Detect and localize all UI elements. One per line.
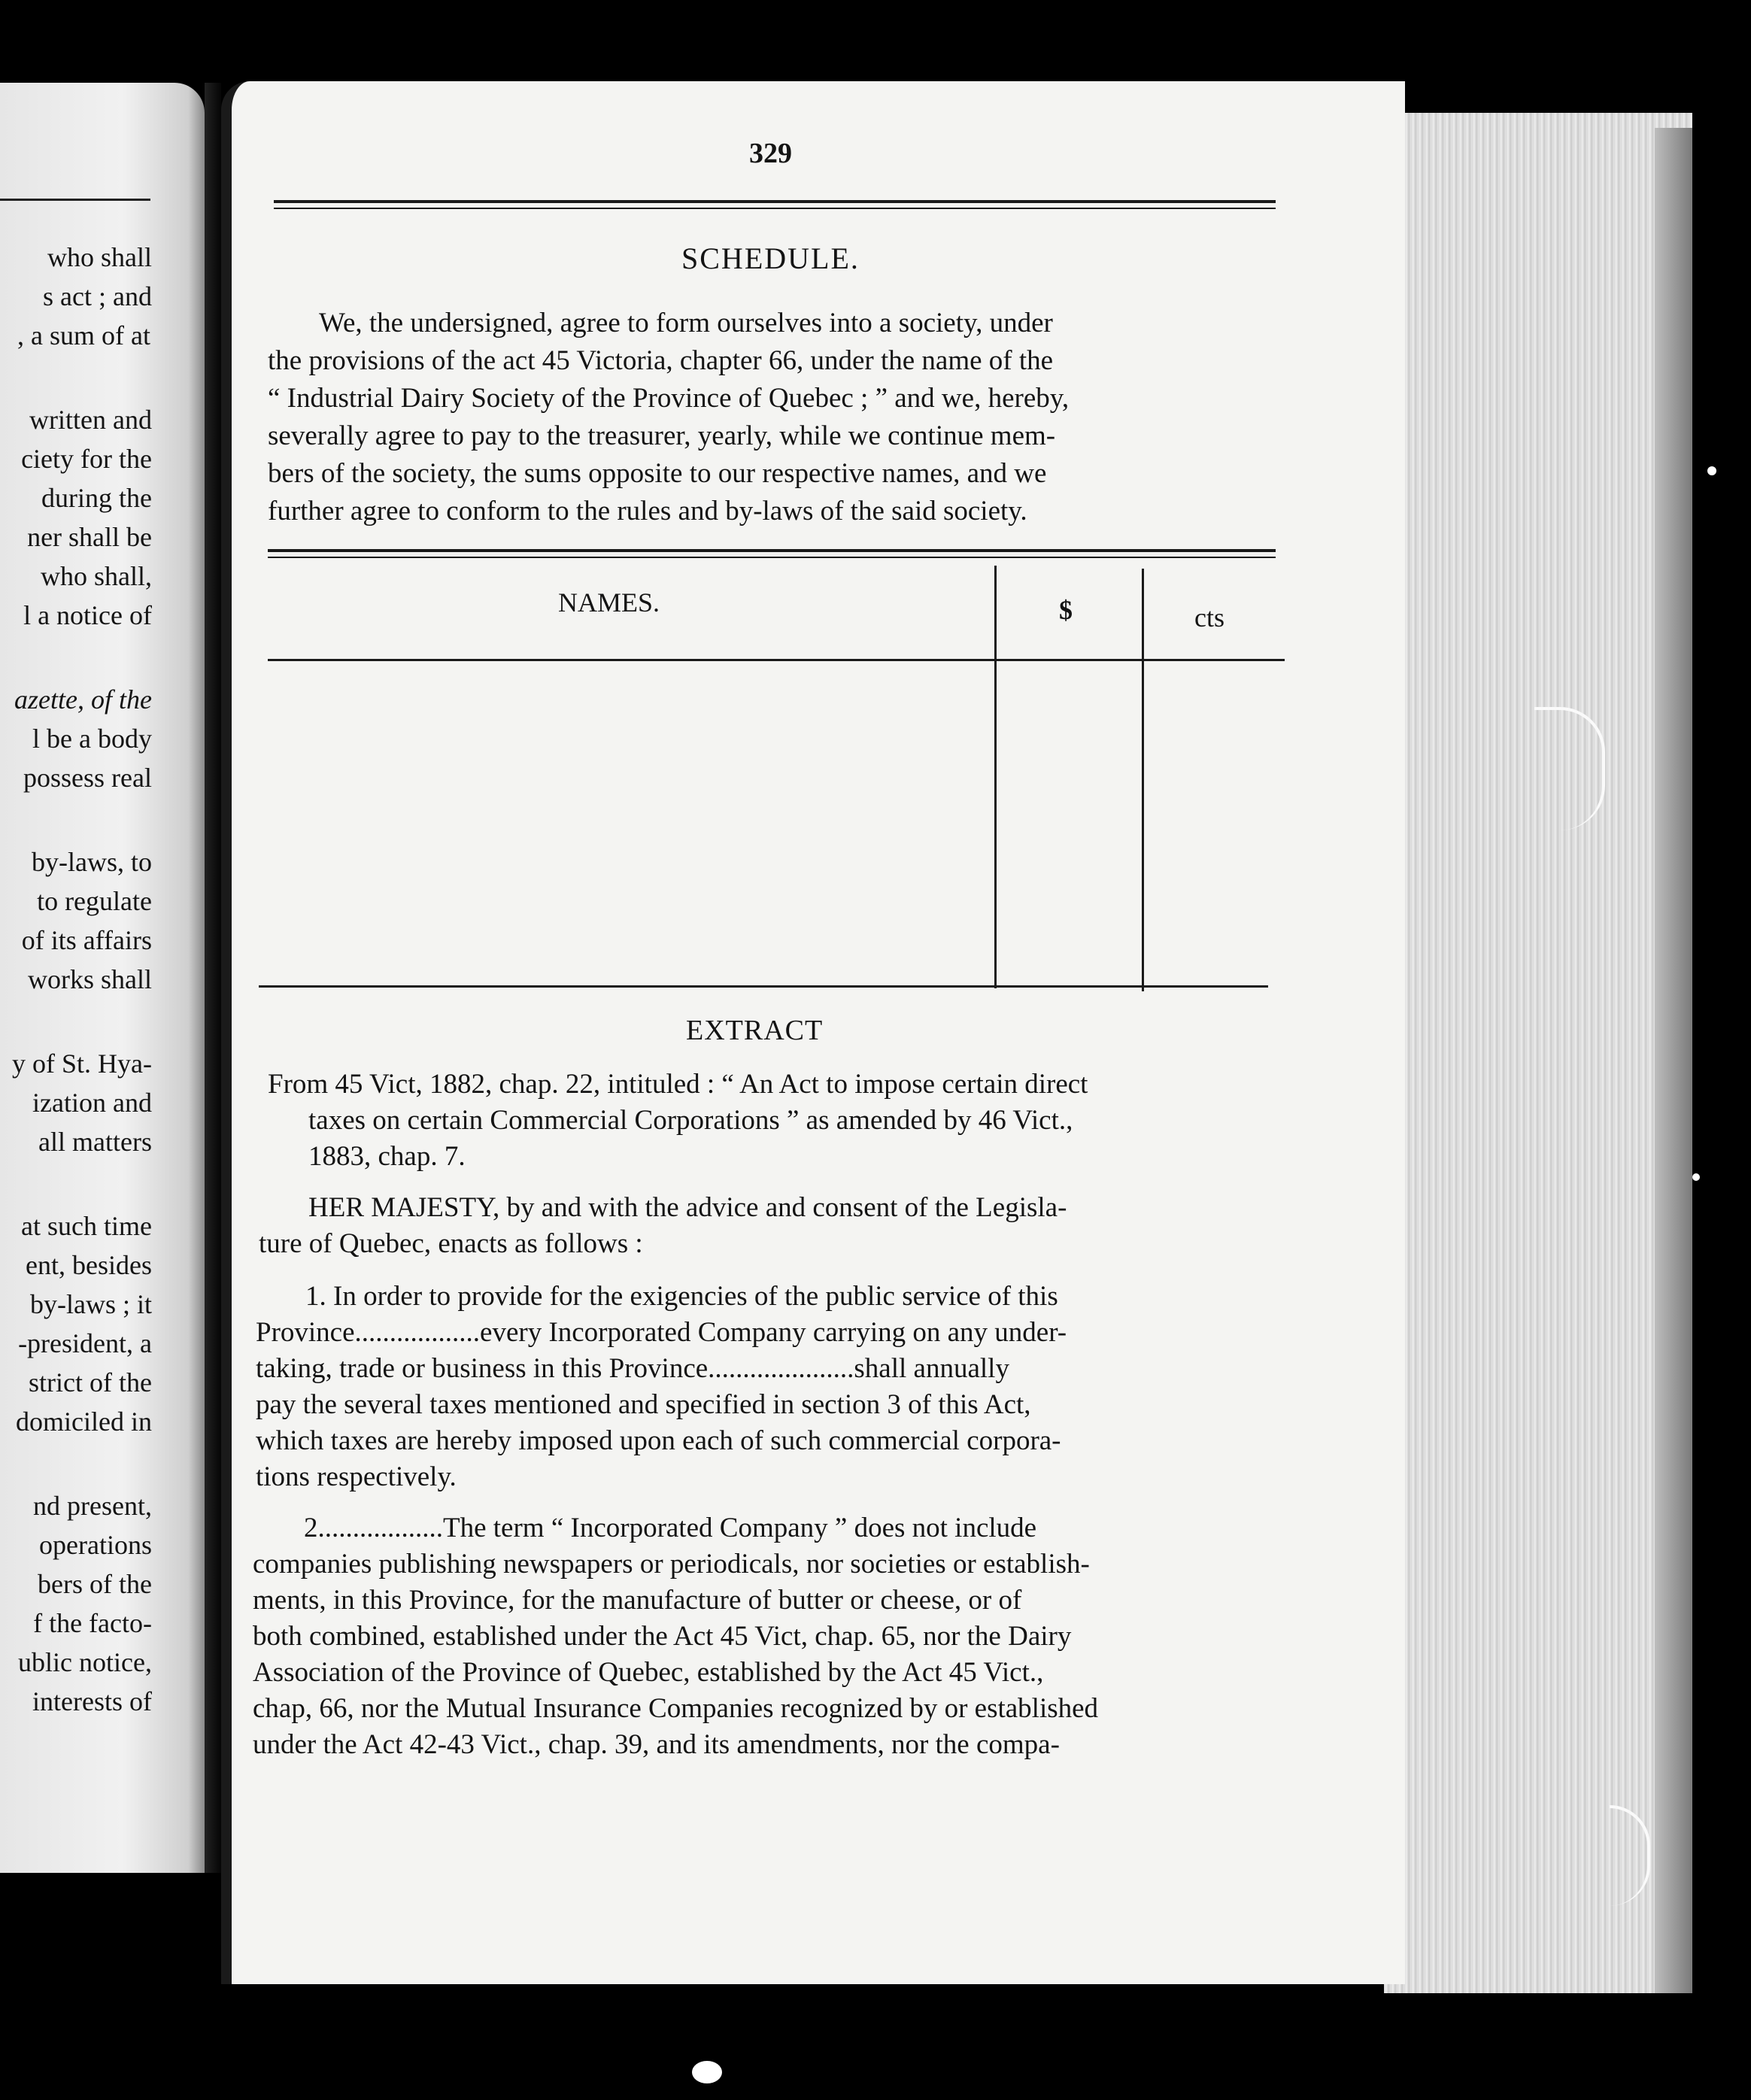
left-line: who shall <box>47 242 152 272</box>
left-line: l be a body <box>32 724 152 754</box>
book-edge-shadow <box>1655 128 1692 1993</box>
left-line: azette, of the <box>14 684 152 715</box>
extract-title: EXTRACT <box>686 1015 824 1046</box>
extract-line: 1. In order to provide for the exigencies of the public service of this <box>305 1281 1058 1312</box>
table-top-rule <box>268 549 1276 552</box>
table-header-names: NAMES. <box>558 587 660 618</box>
header-rule-thin <box>274 208 1276 209</box>
left-line: by-laws ; it <box>30 1289 152 1319</box>
left-line: works shall <box>28 964 152 994</box>
schedule-title: SCHEDULE. <box>681 241 860 275</box>
table-header-dollars: $ <box>1059 595 1073 625</box>
left-line: , a sum of at <box>17 320 150 351</box>
film-scratch <box>1534 707 1605 830</box>
extract-line: taking, trade or business in this Province.....................shall annually <box>256 1353 1009 1384</box>
extract-line: which taxes are hereby imposed upon each of such commercial corpora- <box>256 1425 1061 1456</box>
table-divider-cents <box>1142 569 1144 991</box>
schedule-line: the provisions of the act 45 Victoria, chapter 66, under the name of the <box>268 345 1054 376</box>
left-line: to regulate <box>37 886 152 916</box>
extract-line: taxes on certain Commercial Corporations ” as amended by 46 Vict., <box>308 1105 1073 1136</box>
extract-line: 1883, chap. 7. <box>308 1141 466 1172</box>
left-facing-page <box>0 83 205 1873</box>
extract-line: ture of Quebec, enacts as follows : <box>259 1228 643 1259</box>
extract-line: both combined, established under the Act 45 Vict, chap. 65, nor the Dairy <box>253 1621 1072 1652</box>
left-line: s act ; and <box>43 281 152 311</box>
left-line: f the facto- <box>33 1608 152 1638</box>
left-line: l a notice of <box>23 600 152 630</box>
left-line: ent, besides <box>26 1250 152 1280</box>
left-line: at such time <box>21 1211 152 1241</box>
extract-line: From 45 Vict, 1882, chap. 22, intituled : “ An Act to impose certain direct <box>268 1069 1088 1100</box>
left-line: ization and <box>32 1088 152 1118</box>
book-gutter <box>205 83 221 1873</box>
left-line: possess real <box>23 763 152 793</box>
left-line: ublic notice, <box>18 1647 152 1677</box>
table-bottom-rule <box>259 985 1268 988</box>
left-line: interests of <box>32 1686 152 1716</box>
schedule-line: severally agree to pay to the treasurer, yearly, while we continue mem- <box>268 420 1056 451</box>
extract-line: ments, in this Province, for the manufacture of butter or cheese, or of <box>253 1585 1022 1616</box>
extract-line: 2..................The term “ Incorporated Company ” does not include <box>304 1513 1037 1543</box>
film-speck <box>1692 1173 1700 1181</box>
schedule-line: “ Industrial Dairy Society of the Province of Quebec ; ” and we, hereby, <box>268 383 1070 414</box>
extract-line: Association of the Province of Quebec, established by the Act 45 Vict., <box>253 1657 1044 1688</box>
table-header-rule <box>268 659 1285 661</box>
header-rule <box>274 200 1276 203</box>
schedule-line: further agree to conform to the rules and by-laws of the said society. <box>268 496 1027 527</box>
book-page-edges <box>1384 113 1692 1993</box>
extract-line: companies publishing newspapers or periodicals, nor societies or establish- <box>253 1549 1090 1580</box>
table-top-rule-thin <box>268 557 1276 558</box>
left-line: written and <box>29 405 152 435</box>
extract-line: tions respectively. <box>256 1461 457 1492</box>
left-page-rule <box>0 199 150 201</box>
extract-line: HER MAJESTY, by and with the advice and consent of the Legisla- <box>308 1192 1067 1223</box>
page-number: 329 <box>749 138 792 169</box>
extract-line: chap, 66, nor the Mutual Insurance Companies recognized by or established <box>253 1693 1099 1724</box>
left-line: ner shall be <box>27 522 152 552</box>
schedule-line: bers of the society, the sums opposite to our respective names, and we <box>268 458 1047 489</box>
left-line: all matters <box>38 1127 152 1157</box>
left-line: domiciled in <box>16 1407 152 1437</box>
left-line: who shall, <box>41 561 152 591</box>
left-line: strict of the <box>29 1367 152 1397</box>
left-line: of its affairs <box>21 925 152 955</box>
left-line: y of St. Hya- <box>12 1048 152 1079</box>
extract-line: under the Act 42-43 Vict., chap. 39, and its amendments, nor the compa- <box>253 1729 1060 1760</box>
left-line: nd present, <box>33 1491 152 1521</box>
left-line: ciety for the <box>21 444 152 474</box>
table-divider-dollars <box>994 566 997 988</box>
film-speck <box>1707 466 1716 475</box>
schedule-line: We, the undersigned, agree to form ourselves into a society, under <box>319 308 1053 338</box>
left-line: operations <box>39 1530 152 1560</box>
left-line: -president, a <box>18 1328 152 1358</box>
extract-line: Province..................every Incorporated Company carrying on any under- <box>256 1317 1067 1348</box>
left-line: during the <box>41 483 152 513</box>
left-line: bers of the <box>38 1569 152 1599</box>
table-header-cents: cts <box>1194 602 1224 633</box>
extract-line: pay the several taxes mentioned and specified in section 3 of this Act, <box>256 1389 1031 1420</box>
film-speck <box>692 2061 722 2083</box>
left-line: by-laws, to <box>32 847 152 877</box>
